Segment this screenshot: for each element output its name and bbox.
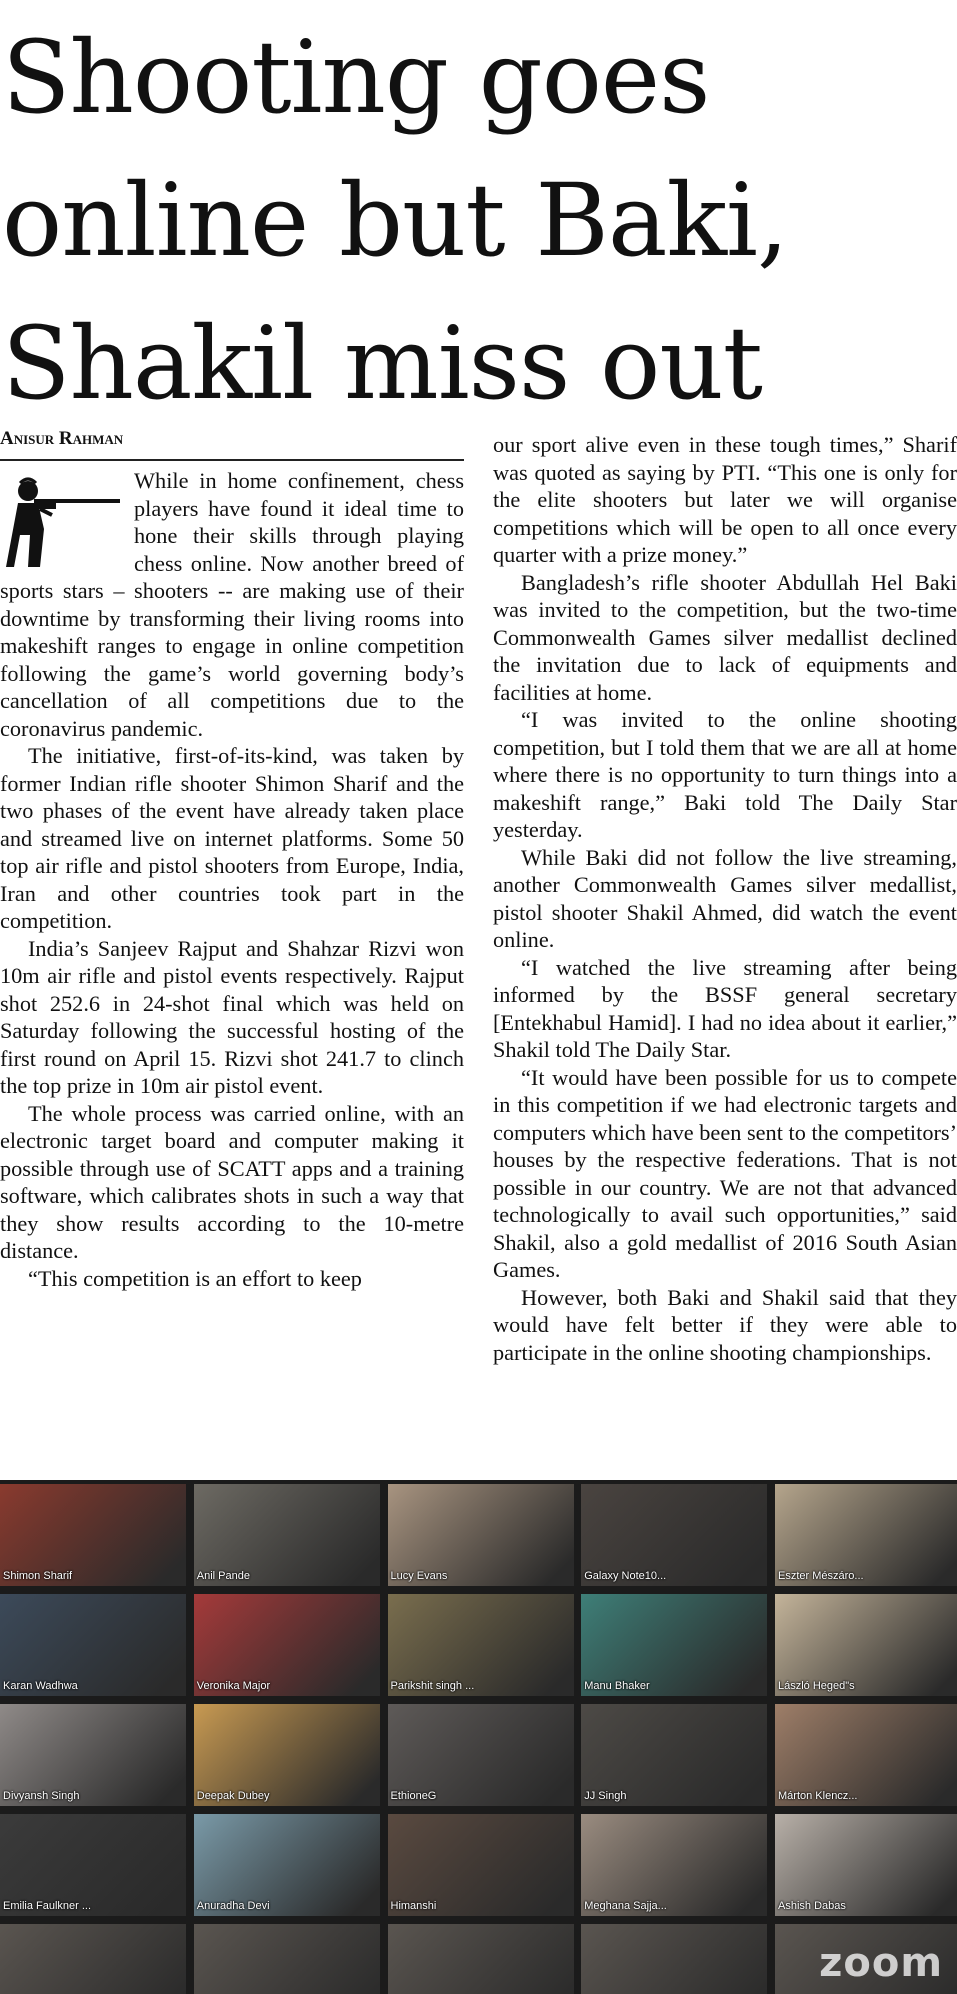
video-call-grid xyxy=(0,1480,957,1994)
article-column-right xyxy=(493,431,957,1366)
paragraph: The whole process was carried online, with an electronic target board and computer making it possible through use of SCATT apps and a training software, which calibrates shots in such a way that they show results according to the 10-metre distance. xyxy=(0,1100,464,1263)
video-tile[interactable] xyxy=(0,1924,186,1994)
article-column-left xyxy=(0,467,464,1292)
headline xyxy=(2,6,952,435)
video-tile[interactable] xyxy=(388,1924,574,1994)
byline: Anisur Rahman xyxy=(0,425,464,461)
video-tile[interactable] xyxy=(0,1484,186,1586)
video-tile[interactable] xyxy=(775,1814,957,1916)
video-feed xyxy=(388,1924,574,1994)
paragraph: The initiative, first-of-its-kind, was taken by former Indian rifle shooter Shimon Sharif and the two phases of the event have already taken place and streamed live on internet platforms. Some 50 top air rifle and pistol shooters from Europe, India, Iran and other countries took part in the competition. xyxy=(0,743,464,933)
video-tile[interactable] xyxy=(0,1594,186,1696)
participant-name: Manu Bhaker xyxy=(584,1680,650,1692)
participant-name: EthioneG xyxy=(390,1790,437,1802)
participant-name: Karan Wadhwa xyxy=(3,1680,78,1692)
paragraph: “I watched the live streaming after being informed by the BSSF general secretary [Entekhabul Hamid]. I had no idea about it earlier,” Shakil told The Daily Star. xyxy=(493,954,957,1062)
paragraph: India’s Sanjeev Rajput and Shahzar Rizvi won 10m air rifle and pistol events respectively. Rajput shot 252.6 in 24-shot final which was held on Saturday following the successful hosting of the first round on April 15. Rizvi shot 241.7 to clinch the top prize in 10m air pistol event. xyxy=(0,935,464,1098)
headline-line-1: Shooting goes xyxy=(2,19,710,136)
participant-name: Shimon Sharif xyxy=(3,1570,73,1582)
paragraph: “I was invited to the online shooting competition, but I told them that we are all at home where there is no opportunity to turn things into a makeshift range,” Baki told The Daily Star yesterday. xyxy=(493,707,957,842)
zoom-logo: zoom xyxy=(819,1940,943,1986)
participant-name: Eszter Mészáro... xyxy=(778,1570,864,1582)
video-tile[interactable] xyxy=(0,1814,186,1916)
participant-name: Ashish Dabas xyxy=(778,1900,846,1912)
video-tile[interactable] xyxy=(581,1814,767,1916)
video-tile[interactable] xyxy=(388,1704,574,1806)
video-feed xyxy=(581,1924,767,1994)
participant-name: Lucy Evans xyxy=(390,1570,448,1582)
participant-name: Anuradha Devi xyxy=(196,1900,270,1912)
video-tile[interactable] xyxy=(0,1704,186,1806)
video-tile[interactable] xyxy=(581,1594,767,1696)
participant-name: Meghana Sajja... xyxy=(584,1900,667,1912)
participant-name: Veronika Major xyxy=(196,1680,271,1692)
rifle-shooter-icon xyxy=(0,469,126,573)
video-tile[interactable] xyxy=(775,1484,957,1586)
video-tile[interactable] xyxy=(194,1924,380,1994)
video-tile[interactable] xyxy=(194,1704,380,1806)
video-tile[interactable] xyxy=(775,1704,957,1806)
video-tile[interactable] xyxy=(194,1814,380,1916)
paragraph: While Baki did not follow the live streaming, another Commonwealth Games silver medallist, pistol shooter Shakil Ahmed, did watch the event online. xyxy=(493,844,957,952)
paragraph: While in home confinement, chess players have found it ideal time to hone their skills through playing chess online. Now another breed of sports stars – shooters -- are making use of their downtime by transforming their living rooms into makeshift ranges to engage in online competition following the game’s world governing body’s cancellation of all competitions due to the coronavirus pandemic. xyxy=(0,468,464,741)
headline-line-3: Shakil miss out xyxy=(2,305,762,422)
video-tile[interactable] xyxy=(775,1594,957,1696)
participant-name: Galaxy Note10... xyxy=(584,1570,667,1582)
participant-name: Márton Klencz... xyxy=(778,1790,858,1802)
headline-line-2: online but Baki, xyxy=(2,162,788,279)
participant-name: Parikshit singh ... xyxy=(390,1680,475,1692)
participant-name: Deepak Dubey xyxy=(196,1790,270,1802)
participant-name: Divyansh Singh xyxy=(3,1790,80,1802)
video-tile[interactable] xyxy=(194,1484,380,1586)
paragraph: our sport alive even in these tough times,” Sharif was quoted as saying by PTI. “This one is only for the elite shooters but later we will organise competitions which will be open to all once every quarter with a prize money.” xyxy=(493,432,957,567)
participant-name: JJ Singh xyxy=(584,1790,627,1802)
video-tile[interactable] xyxy=(581,1484,767,1586)
video-feed xyxy=(194,1924,380,1994)
video-tile[interactable] xyxy=(194,1594,380,1696)
paragraph: Bangladesh’s rifle shooter Abdullah Hel Baki was invited to the competition, but the two-time Commonwealth Games silver medallist declined the invitation due to lack of equipments and facilities at home. xyxy=(493,569,957,705)
video-tile[interactable] xyxy=(581,1704,767,1806)
video-tile[interactable] xyxy=(581,1924,767,1994)
participant-name: Anil Pande xyxy=(196,1570,250,1582)
participant-name: László Heged"s xyxy=(778,1680,855,1692)
paragraph: “This competition is an effort to keep xyxy=(28,1265,362,1291)
paragraph: “It would have been possible for us to compete in this competition if we had electronic targets and computers which have been sent to the competitors’ houses by the respective federations. That is not possible in our country. We are not that advanced technologically to avail such opportunities,” said Shakil, also a gold medallist of 2016 South Asian Games. xyxy=(493,1064,957,1282)
participant-name: Himanshi xyxy=(390,1900,437,1912)
participant-name: Emilia Faulkner ... xyxy=(3,1900,92,1912)
video-feed xyxy=(0,1924,186,1994)
video-tile[interactable] xyxy=(388,1484,574,1586)
paragraph: However, both Baki and Shakil said that they would have felt better if they were able to participate in the online shooting championships. xyxy=(493,1284,957,1365)
video-tile[interactable] xyxy=(388,1594,574,1696)
video-tile[interactable] xyxy=(388,1814,574,1916)
